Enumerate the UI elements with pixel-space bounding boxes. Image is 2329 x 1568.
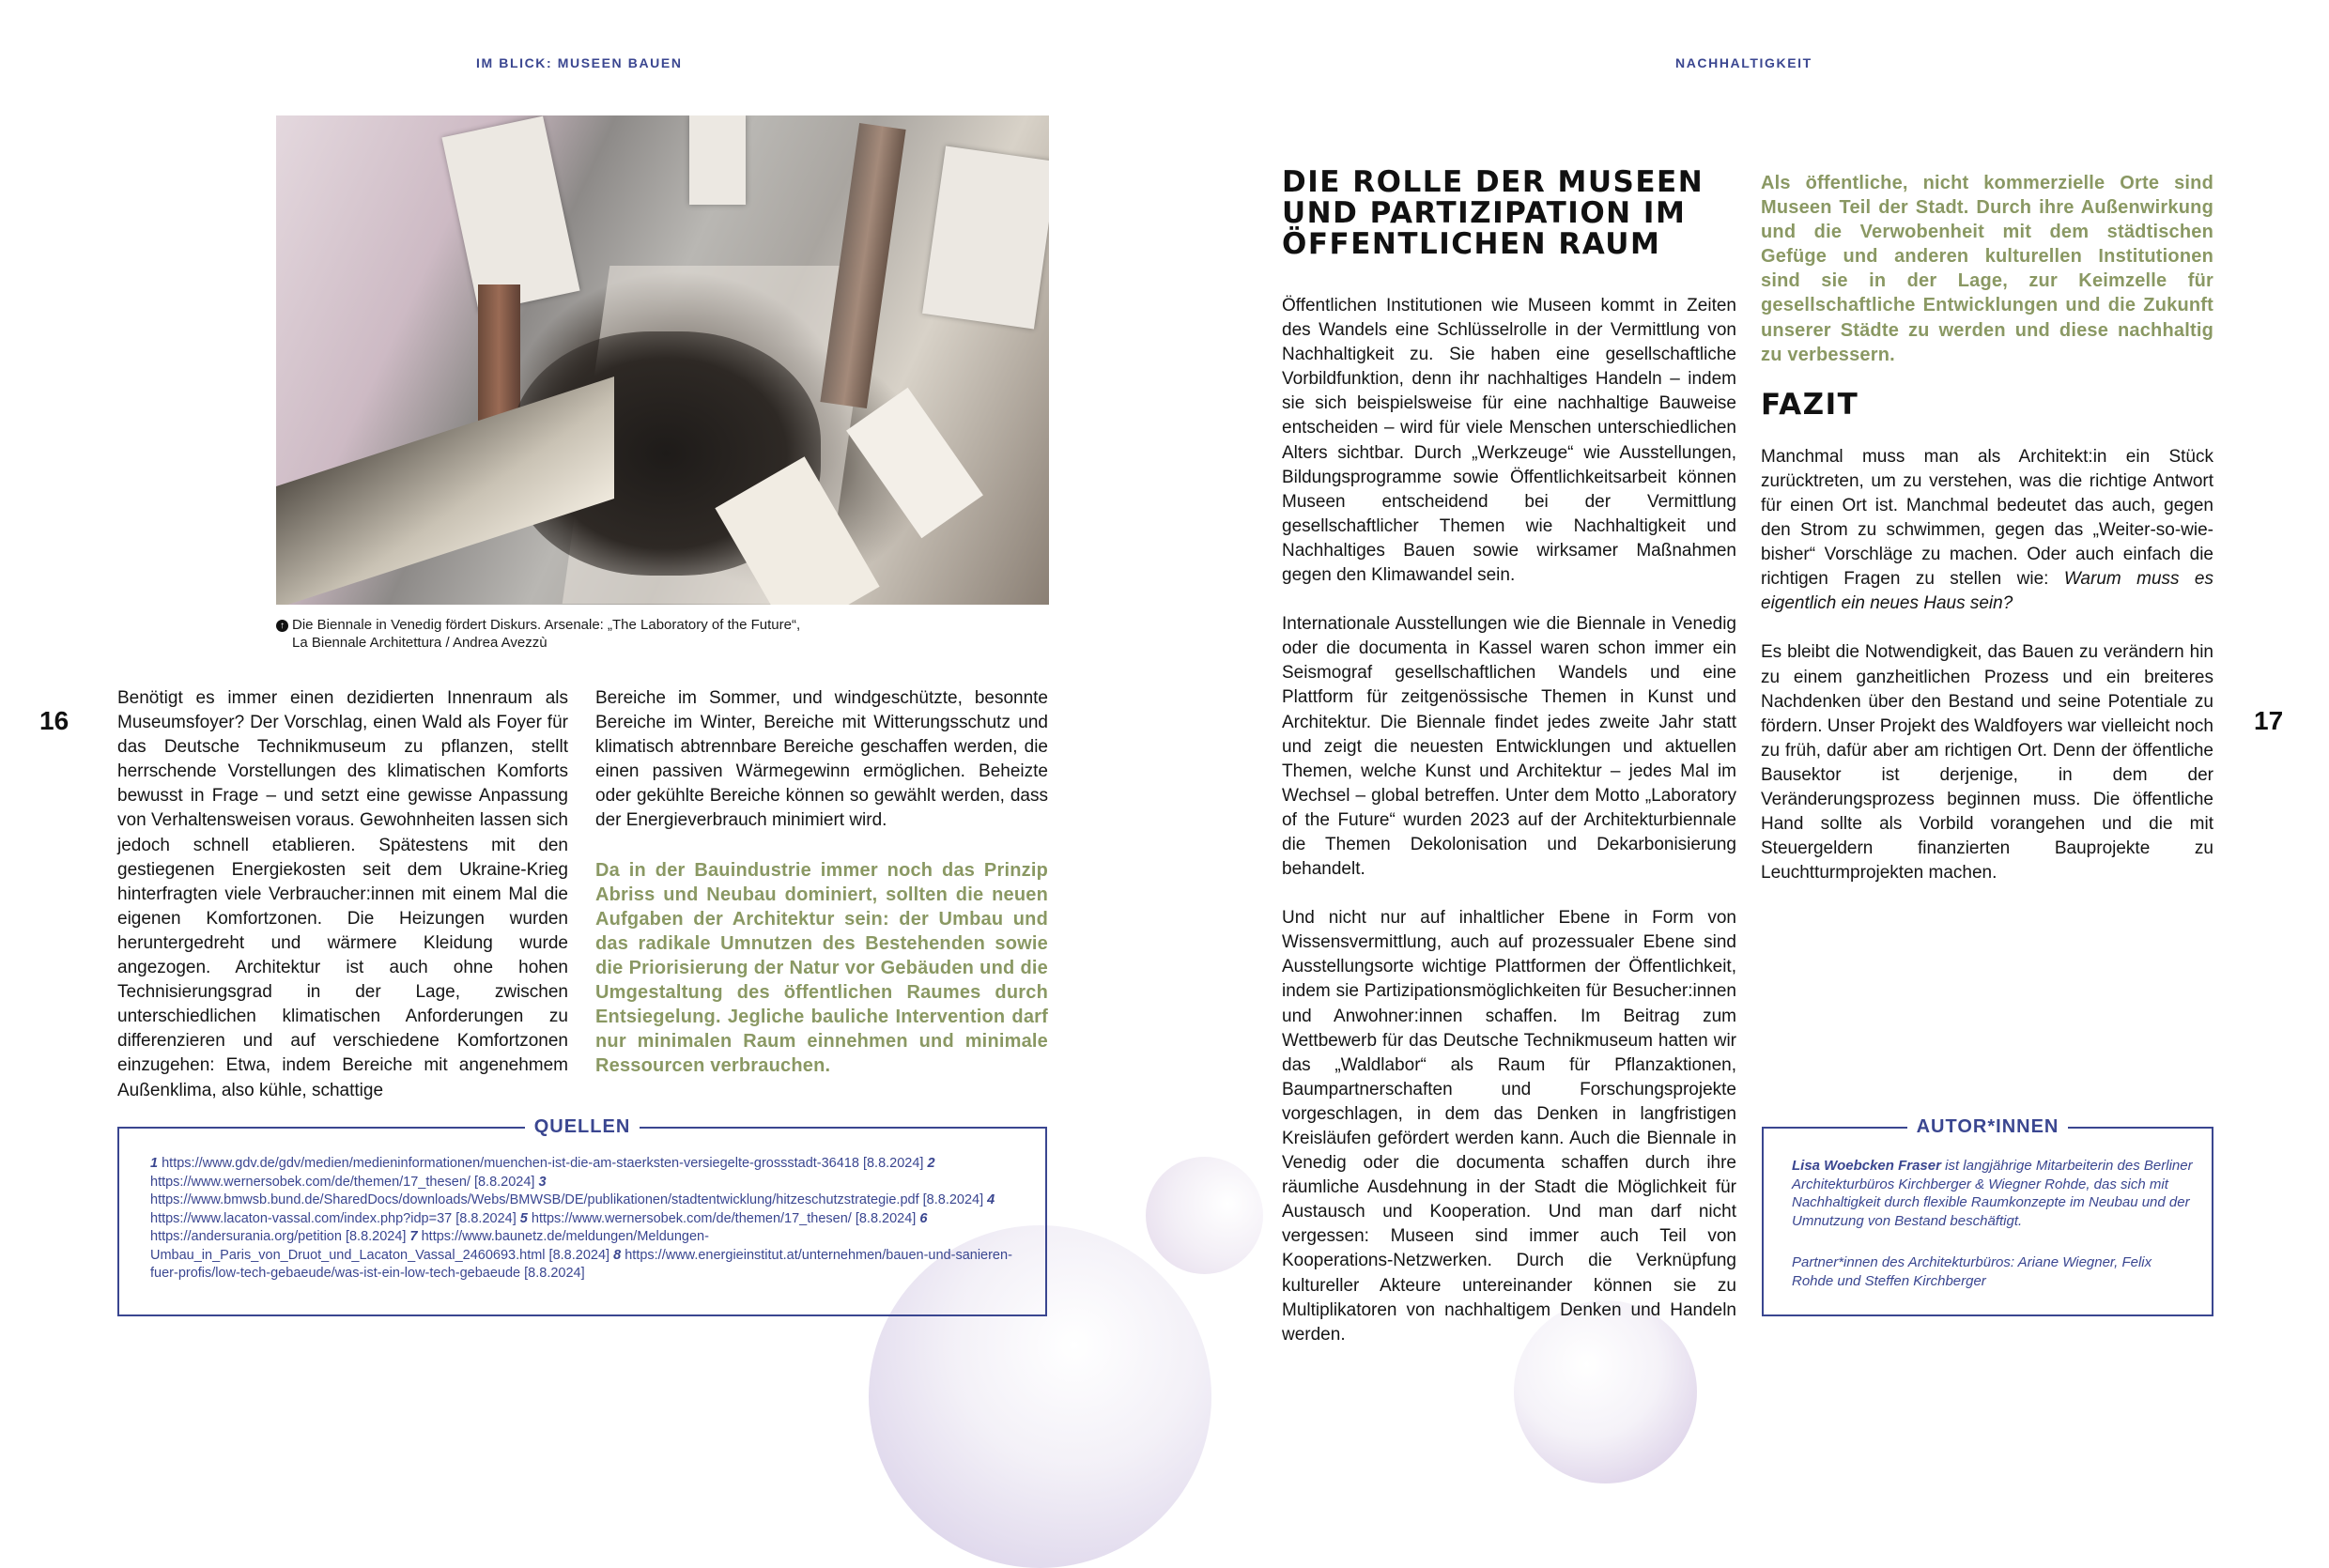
sources-box [117, 1116, 1047, 1316]
paragraph: Öffentlichen Institutionen wie Museen kommt in Zeiten des Wandels eine Schlüsselrolle in der Vermittlung von Nachhaltigkeit zu. Sie haben eine gesellschaftliche Vorbildfunktion, denn ihr nachhaltiges Handeln – indem sie sich beispielsweise für eine nachhaltige Bauweise entscheiden – wird für viele Menschen unterschiedlichen Alters sichtbar. Durch „Werkzeuge“ wie Ausstellungen, Bildungsprogramme sowie Öffentlichkeitsarbeit können Museen entscheidend bei der Vermittlung gesellschaftlicher Themen wie Nachhaltigkeit und Nachhaltiges Bauen sowie wirksamer Maßnahmen gegen den Klimawandel sein. [1282, 296, 1736, 586]
conclusion-question: Warum muss es eigentlich ein neues Haus sein? [1761, 569, 2213, 614]
left-column-2 [595, 686, 1048, 1078]
left-pullquote: Da in der Bauindustrie immer noch das Prinzip Abriss und Neubau dominiert, sollten die neuen Aufgaben der Architektur sein: der Umbau und das radikale Umnutzen des Bestehenden sowie die Priorisierung der Natur vor Gebäuden und die Umgestaltung des öffentlichen Raumes durch Entsiegelung. Jegliche bauliche Intervention darf nur minimalen Raum einnehmen und minimale Ressourcen verbrauchen. [595, 859, 1048, 1077]
authors-box [1762, 1116, 2213, 1316]
author-bio [1792, 1157, 2196, 1230]
source-number: 6 [919, 1210, 928, 1226]
source-number: 8 [613, 1247, 622, 1263]
right-pullquote: Als öffentliche, nicht kommerzielle Orte sind Museen Teil der Stadt. Durch ihre Außenwirkung und die Verwobenheit mit dem städtischen Gefüge und anderen kulturellen Institutionen sind sie in der Lage, zur Keimzelle für gesellschaftliche Entwicklungen und die Zukunft unserer Städte zu werden und diese nachhaltig zu verbessern. [1761, 173, 2213, 365]
left-column-2-text: Bereiche im Sommer, und windgeschützte, besonnte Bereiche im Winter, Bereiche mit Witterungsschutz und klimatisch abtrennbare Bereiche geschaffen werden, die einen passiven Wärmegewinn ermöglichen. Beheizte oder gekühlte Bereiche können so gewählt werden, dass der Energieverbrauch minimiert wird. [595, 688, 1048, 831]
source-number: 1 [150, 1156, 159, 1171]
source-link[interactable]: https://andersurania.org/petition [8.8.2024] [150, 1229, 407, 1244]
sources-list [150, 1155, 1014, 1284]
decorative-sphere-small [1146, 1157, 1263, 1274]
sources-title: QUELLEN [525, 1116, 640, 1137]
authors-title: AUTOR*INNEN [1907, 1116, 2069, 1137]
source-number: 4 [987, 1192, 995, 1207]
conclusion-heading: FAZIT [1761, 387, 1859, 422]
source-link[interactable]: https://www.wernersobek.com/de/themen/17_thesen/ [8.8.2024] [150, 1174, 535, 1190]
source-number: 7 [409, 1229, 418, 1244]
right-column-1 [1282, 294, 1736, 1347]
source-link[interactable]: https://www.baunetz.de/meldungen/Meldungen-Umbau_in_Paris_von_Druot_und_Lacaton_Vassal_2460693.html [8.8.2024] [150, 1229, 709, 1263]
author-bio-text: ist langjährige Mitarbeiterin des Berliner Architekturbüros Kirchberger & Wiegner Rohde, das sich mit Nachhaltigkeit durch flexible Raumkonzepte im Neubau und der Umnutzung von Bestand beschäftigt. [1792, 1158, 2193, 1229]
source-link[interactable]: https://www.gdv.de/gdv/medien/medieninformationen/muenchen-ist-die-am-staerksten-versiegelte-grossstadt-36418 [8.8.2024] [162, 1156, 924, 1171]
source-link[interactable]: https://www.lacaton-vassal.com/index.php?idp=37 [8.8.2024] [150, 1210, 517, 1226]
page-number-right: 17 [2254, 706, 2284, 735]
conclusion-paragraph-2: Es bleibt die Notwendigkeit, das Bauen zu verändern hin zu einem ganzheitlichen Prozess und ein breiteres Nachdenken über den Bestand und seine Potentiale zu fördern. Unser Projekt des Waldfoyers war vielleicht noch zu früh, dafür aber am richtigen Ort. Denn der öffentliche Bausektor ist derjenige, in dem der Veränderungsprozess beginnen muss. Die öffentliche Hand sollte als Vorbild vorangehen und die mit Steuergeldern finanzierten Bauprojekte zu Leuchtturmprojekten machen. [1761, 642, 2213, 884]
source-link[interactable]: https://www.bmwsb.bund.de/SharedDocs/downloads/Webs/BMWSB/DE/publikationen/stadtentwicklung/hitzeschutzstrategie.pdf [8.8.2024] [150, 1192, 984, 1207]
conclusion-text: Manchmal muss man als Architekt:in ein Stück zurücktreten, um zu verstehen, was die richtige Antwort für einen Ort ist. Manchmal bedeutet das auch, gegen den Strom zu schwimmen, gegen das „Weiter-so-wie-bisher“ Vorschläge zu machen. Oder auch einfach die richtigen Fragen zu stellen wie: [1761, 446, 2213, 590]
paragraph: Internationale Ausstellungen wie die Biennale in Venedig oder die documenta in Kassel waren schon immer ein Seismograf gesellschaftlichen Wandels und eine Plattform für zeitgenössische Themen in Kunst und Architektur. Die Biennale findet jedes zweite Jahr statt und zeigt die neuesten Entwicklungen und aktuellen Themen, welche Kunst und Architektur – jedes Mal im Wechsel – global betreffen. Unter dem Motto „Laboratory of the Future“ wurden 2023 auf der Architekturbiennale die Themen Dekolonisation und Dekarbonisierung behandelt. [1282, 614, 1736, 880]
photo-caption [276, 616, 800, 652]
article-heading: DIE ROLLE DER MUSEEN UND PARTIZIPATION IM ÖFFENTLICHEN RAUM [1282, 165, 1704, 261]
conclusion-paragraph-1 [1761, 445, 2213, 617]
page-number-left: 16 [39, 706, 69, 735]
source-number: 5 [519, 1210, 528, 1226]
source-link[interactable]: https://www.energieinstitut.at/unternehmen/bauen-und-sanieren-fuer-profis/low-tech-gebaeude/was-ist-ein-low-tech-gebaeude [8.8.2024] [150, 1247, 1012, 1281]
right-column-2 [1761, 171, 2213, 885]
caption-line-1: Die Biennale in Venedig fördert Diskurs. Arsenale: „The Laboratory of the Future“, [292, 617, 801, 633]
source-number: 3 [538, 1174, 547, 1190]
paragraph: Und nicht nur auf inhaltlicher Ebene in Form von Wissensvermittlung, auch auf prozessualer Ebene sind Ausstellungsorte wichtige Plattformen der Öffentlichkeit, indem sie Partizipationsmöglichkeiten für Besucher:innen und Anwohner:innen schaffen. Im Beitrag zum Wettbewerb für das Deutsche Technikmuseum hatten wir das „Waldlabor“ als Raum für Pflanzaktionen, Baumpartnerschaften und Forschungsprojekte vorgeschlagen, in dem das Denken in langfristigen Kreisläufen gefördert werden kann. Auch die Biennale in Venedig oder die documenta schaffen durch ihre räumliche Ausdehnung in der Stadt die Möglichkeit für Austausch und Kooperation. Und man darf nicht vergessen: Museen sind immer auch Teil von Kooperations-Netzwerken. Durch die Verknüpfung kultureller Akteure untereinander können sie zu Multiplikatoren von nachhaltigem Denken und Handeln werden. [1282, 908, 1736, 1345]
author-partners: Partner*innen des Architekturbüros: Ariane Wiegner, Felix Rohde und Steffen Kirchberger [1792, 1254, 2152, 1289]
source-number: 2 [927, 1156, 935, 1171]
arrow-up-circle-icon: ↑ [276, 620, 288, 632]
left-column-1-text: Benötigt es immer einen dezidierten Innenraum als Museumsfoyer? Der Vorschlag, einen Wald als Foyer für das Deutsche Technikmuseum zu pflanzen, stellt herrschende Vorstellungen des klimatischen Komforts bewusst in Frage – und setzt eine gewisse Anpassung von Verhaltensweisen voraus. Gewohnheiten lassen sich jedoch schnell etablieren. Spätestens mit den gestiegenen Energiekosten seit dem Ukraine-Krieg hinterfragten viele Verbraucher:innen mit einem Mal die eigenen Komfortzonen. Die Heizungen wurden heruntergedreht und wärmere Kleidung wurde angezogen. Architektur ist auch ohne hohen Technisierungsgrad in der Lage, zwischen unterschiedlichen klimatischen Anforderungen zu differenzieren und auf verschiedene Komfortzonen einzugehen: Etwa, indem Bereiche mit angenehmem Außenklima, also kühle, schattige [117, 688, 568, 1100]
running-head-left: IM BLICK: MUSEEN BAUEN [476, 55, 683, 70]
caption-line-2: La Biennale Architettura / Andrea Avezzù [292, 635, 548, 651]
biennale-photo [276, 115, 1049, 605]
source-link[interactable]: https://www.wernersobek.com/de/themen/17_thesen/ [8.8.2024] [531, 1210, 917, 1226]
running-head-right: NACHHALTIGKEIT [1675, 55, 1812, 70]
author-name: Lisa Woebcken Fraser [1792, 1158, 1941, 1174]
